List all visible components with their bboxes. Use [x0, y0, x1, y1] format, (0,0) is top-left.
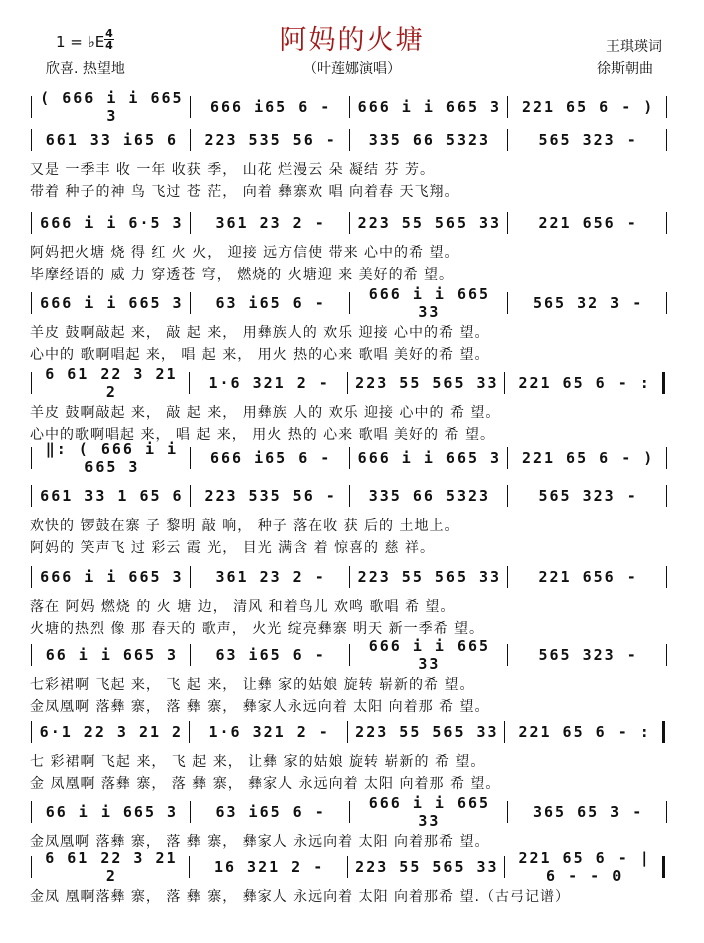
- measure: 223 55 565 33: [355, 374, 499, 392]
- barline: [190, 566, 193, 588]
- lyric-line: 七 彩裙啊 飞起 来， 飞 起 来， 让彝 家的姑娘 旋转 崭新的 希 望。: [30, 754, 486, 770]
- barline: [31, 644, 34, 666]
- lyric-line: 羊皮 鼓啊敲起 来， 敲 起 来， 用彝族人的 欢乐 迎接 心中的希 望。: [30, 325, 490, 341]
- measure: 223 535 56 -: [204, 487, 337, 505]
- lyric-line: 金凤 凰啊落彝 寨， 落 彝 寨， 彝家人 永远向着 太阳 向着那希 望.（古弓记谱）: [30, 889, 570, 905]
- measure: 221 656 -: [538, 568, 638, 586]
- measure: 221 65 6 - :: [518, 723, 651, 741]
- measure: 666 i65 6 -: [209, 98, 332, 116]
- barline: [507, 485, 510, 507]
- barline: [349, 801, 352, 823]
- barline: [190, 212, 193, 234]
- notation-line: [30, 849, 670, 885]
- performer-subtitle: （叶莲娜演唱）: [303, 61, 401, 77]
- measure: 666 i i 665 3: [357, 98, 502, 116]
- barline: [190, 129, 193, 151]
- measure: 565 32 3 -: [532, 294, 644, 312]
- lyric-line: 金凤凰啊 落彝 寨， 落 彝 寨， 彝家人 永远向着 太阳 向着那希 望。: [30, 834, 490, 850]
- measure: 221 65 6 - ): [521, 98, 655, 116]
- measure: 1·6 321 2 -: [208, 374, 330, 392]
- measure: 223 55 565 33: [357, 568, 502, 586]
- barline: [31, 566, 34, 588]
- barline: [507, 566, 510, 588]
- lyric-line: 金凤凰啊 落彝 寨， 落 彝 寨， 彝家人永远向着 太阳 向着那 希 望。: [30, 699, 490, 715]
- barline: [662, 856, 669, 878]
- barline: [504, 372, 507, 394]
- notation-line: [30, 365, 670, 401]
- barline: [504, 856, 507, 878]
- page-title: 阿妈的火塘: [279, 25, 425, 56]
- barline: [349, 566, 352, 588]
- measure: 666 i i 665 33: [368, 794, 491, 830]
- barline: [31, 96, 34, 118]
- measure: 335 66 5323: [368, 487, 491, 505]
- measure: 6 61 22 3 21 2: [45, 849, 178, 885]
- measure: ( 666 i i 665 3: [40, 89, 184, 125]
- measure: 6 61 22 3 21 2: [45, 365, 178, 401]
- measure: 63 i65 6 -: [215, 294, 326, 312]
- barline: [666, 212, 669, 234]
- notation-line: [30, 794, 670, 830]
- barline: [507, 292, 510, 314]
- notation-line: [30, 566, 670, 588]
- barline: [666, 96, 669, 118]
- time-signature-bottom: 4: [105, 39, 113, 52]
- measure: 666 i i 665 33: [368, 637, 491, 673]
- lyric-line: 羊皮 鼓啊敲起 来， 敲 起 来， 用彝族 人的 欢乐 迎接 心中的 希 望。: [30, 405, 501, 421]
- barline: [189, 372, 192, 394]
- notation-line: [30, 212, 670, 234]
- measure: 221 65 6 - | 6 - - 0: [518, 849, 651, 885]
- barline: [349, 485, 352, 507]
- lyric-line: 欢快的 锣鼓在寨 子 黎明 敲 响， 种子 落在收 获 后的 土地上。: [30, 518, 460, 534]
- notation-line: [30, 721, 670, 743]
- barline: [190, 96, 193, 118]
- lyric-line: 火塘的热烈 像 那 春天的 歌声， 火光 绽亮彝寨 明天 新一季希 望。: [30, 621, 485, 637]
- measure: 221 656 -: [538, 214, 638, 232]
- measure: 63 i65 6 -: [215, 803, 326, 821]
- barline: [662, 372, 669, 394]
- barline: [190, 644, 193, 666]
- barline: [31, 292, 34, 314]
- measure: 565 323 -: [538, 487, 638, 505]
- measure: 661 33 i65 6: [45, 131, 179, 149]
- lyric-line: 带着 种子的神 鸟 飞过 苍 茫， 向着 彝寨欢 唱 向着春 天飞翔。: [30, 184, 460, 200]
- lyricist-credit: 王琪瑛词: [606, 39, 662, 55]
- measure: 666 i i 665 3: [357, 449, 502, 467]
- barline: [190, 801, 193, 823]
- barline: [31, 129, 34, 151]
- barline: [189, 856, 192, 878]
- barline: [190, 447, 193, 469]
- key-signature: 1 = ♭E: [56, 33, 105, 51]
- barline: [507, 96, 510, 118]
- measure: 223 55 565 33: [357, 214, 502, 232]
- barline: [189, 721, 192, 743]
- measure: 661 33 1 65 6: [40, 487, 184, 505]
- barline: [31, 721, 34, 743]
- measure: 666 i i 665 3: [40, 568, 184, 586]
- lyric-line: 心中的歌啊唱起 来， 唱 起 来， 用火 热的 心来 歌唱 美好的 希 望。: [30, 427, 495, 443]
- measure: 666 i i 6·5 3: [40, 214, 184, 232]
- measure: 1·6 321 2 -: [208, 723, 330, 741]
- lyric-line: 七彩裙啊 飞起 来， 飞 起 来， 让彝 家的姑娘 旋转 崭新的希 望。: [30, 677, 475, 693]
- measure: 666 i i 665 33: [368, 285, 491, 321]
- barline: [507, 644, 510, 666]
- barline: [666, 129, 669, 151]
- barline: [190, 485, 193, 507]
- barline: [666, 292, 669, 314]
- barline: [666, 485, 669, 507]
- lyric-line: 落在 阿妈 燃烧 的 火 塘 边， 清风 和着鸟儿 欢鸣 歌唱 希 望。: [30, 599, 456, 615]
- measure: 361 23 2 -: [215, 214, 326, 232]
- notation-line: [30, 440, 670, 476]
- measure: 223 535 56 -: [204, 131, 337, 149]
- barline: [662, 721, 669, 743]
- barline: [347, 721, 350, 743]
- measure: 223 55 565 33: [355, 723, 499, 741]
- measure: 221 65 6 - :: [518, 374, 651, 392]
- notation-line: [30, 485, 670, 507]
- barline: [31, 801, 34, 823]
- barline: [31, 856, 34, 878]
- notation-line: [30, 129, 670, 151]
- lyric-line: 心中的 歌啊唱起 来， 唱 起 来， 用火 热的心来 歌唱 美好的希 望。: [30, 347, 490, 363]
- barline: [507, 129, 510, 151]
- barline: [666, 447, 669, 469]
- barline: [349, 447, 352, 469]
- notation-line: [30, 89, 670, 125]
- measure: 666 i65 6 -: [209, 449, 332, 467]
- barline: [349, 644, 352, 666]
- notation-line: [30, 637, 670, 673]
- barline: [507, 212, 510, 234]
- lyric-line: 阿妈把火塘 烧 得 红 火 火， 迎接 远方信使 带来 心中的希 望。: [30, 245, 460, 261]
- barline: [347, 372, 350, 394]
- barline: [31, 447, 34, 469]
- barline: [666, 644, 669, 666]
- measure: 335 66 5323: [368, 131, 491, 149]
- barline: [349, 129, 352, 151]
- measure: 66 i i 665 3: [45, 803, 179, 821]
- barline: [507, 447, 510, 469]
- barline: [347, 856, 350, 878]
- time-signature-top: 4: [105, 27, 113, 40]
- measure: 63 i65 6 -: [215, 646, 326, 664]
- measure: 221 65 6 - ): [521, 449, 655, 467]
- barline: [31, 212, 34, 234]
- lyric-line: 阿妈的 笑声飞 过 彩云 霞 光， 目光 满含 着 惊喜的 慈 祥。: [30, 540, 435, 556]
- measure: 365 65 3 -: [532, 803, 644, 821]
- notation-line: [30, 285, 670, 321]
- measure: 565 323 -: [538, 131, 638, 149]
- measure: ‖: ( 666 i i 665 3: [45, 440, 179, 476]
- barline: [349, 292, 352, 314]
- barline: [31, 485, 34, 507]
- barline: [504, 721, 507, 743]
- measure: 361 23 2 -: [215, 568, 326, 586]
- barline: [349, 96, 352, 118]
- measure: 16 321 2 -: [213, 858, 325, 876]
- tempo-marking: 欣喜. 热望地: [46, 61, 125, 77]
- composer-credit: 徐斯朝曲: [597, 61, 653, 77]
- lyric-line: 又是 一季丰 收 一年 收获 季， 山花 烂漫云 朵 凝结 芬 芳。: [30, 162, 435, 178]
- lyric-line: 金 凤凰啊 落彝 寨， 落 彝 寨， 彝家人 永远向着 太阳 向着那 希 望。: [30, 776, 501, 792]
- barline: [507, 801, 510, 823]
- barline: [190, 292, 193, 314]
- measure: 66 i i 665 3: [45, 646, 179, 664]
- measure: 565 323 -: [538, 646, 638, 664]
- time-signature: [104, 28, 114, 51]
- barline: [31, 372, 34, 394]
- barline: [666, 801, 669, 823]
- barline: [666, 566, 669, 588]
- barline: [349, 212, 352, 234]
- measure: 6·1 22 3 21 2: [39, 723, 184, 741]
- lyric-line: 毕摩经语的 威 力 穿透苍 穹， 燃烧的 火塘迎 来 美好的希 望。: [30, 267, 455, 283]
- measure: 666 i i 665 3: [40, 294, 184, 312]
- measure: 223 55 565 33: [355, 858, 499, 876]
